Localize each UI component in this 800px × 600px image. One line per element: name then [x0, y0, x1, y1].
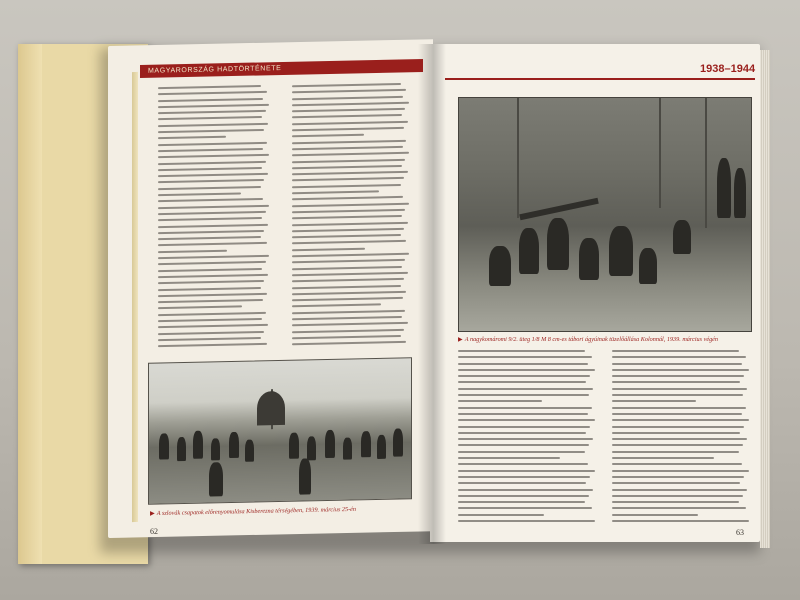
text-line — [292, 171, 408, 175]
text-line — [158, 306, 242, 310]
text-line — [292, 177, 404, 181]
text-line — [158, 255, 269, 259]
right-photo-caption-text: A nagykomáromi 9/2. üteg 1/8 M 8 cm-es tábori ágyúinak tüzelőállása Kolonnál, 1939. március végén — [464, 336, 719, 343]
text-line — [612, 489, 747, 491]
text-line — [458, 489, 593, 491]
left-page-number: 62 — [150, 527, 158, 536]
text-line — [292, 146, 403, 150]
text-line — [292, 89, 406, 93]
text-line — [292, 284, 401, 288]
text-line — [292, 184, 401, 188]
text-line — [158, 91, 267, 95]
soldier-figure — [325, 430, 335, 458]
text-line — [158, 154, 269, 158]
right-photo — [458, 97, 752, 332]
text-line — [158, 104, 269, 108]
text-line — [158, 274, 268, 278]
text-line — [612, 419, 749, 421]
text-line — [292, 196, 403, 200]
text-line — [292, 114, 402, 118]
text-line — [292, 304, 381, 308]
text-line — [458, 507, 592, 509]
text-line — [158, 211, 266, 215]
text-line — [292, 253, 409, 257]
text-line — [158, 312, 266, 316]
soldier-figure — [734, 168, 746, 218]
soldier-figure — [609, 226, 633, 276]
text-line — [612, 507, 746, 509]
text-line — [612, 451, 739, 453]
text-line — [612, 413, 742, 415]
text-line — [612, 470, 749, 472]
text-line — [458, 501, 585, 503]
text-line — [158, 299, 263, 303]
text-line — [158, 230, 264, 234]
text-line — [612, 432, 740, 434]
text-line — [612, 457, 714, 459]
right-text-column-1 — [458, 350, 596, 526]
soldier-figure — [307, 436, 316, 460]
soldier-figure — [289, 433, 299, 459]
text-line — [458, 363, 588, 365]
text-line — [612, 426, 744, 428]
left-text-column-1 — [158, 85, 270, 352]
text-line — [458, 444, 589, 446]
text-line — [158, 242, 267, 246]
text-line — [612, 369, 749, 371]
text-line — [292, 96, 403, 100]
text-line — [158, 249, 227, 252]
text-line — [158, 280, 264, 284]
soldier-figure — [343, 437, 352, 459]
text-line — [458, 432, 586, 434]
text-line — [158, 142, 267, 146]
text-line — [158, 192, 241, 196]
text-line — [612, 482, 740, 484]
text-line — [612, 407, 746, 409]
text-line — [458, 356, 592, 358]
text-line — [158, 287, 261, 291]
text-line — [158, 116, 262, 120]
soldier-figure — [177, 437, 186, 461]
text-line — [158, 268, 262, 272]
text-line — [612, 388, 747, 390]
right-page-stack — [760, 50, 770, 548]
text-line — [612, 381, 740, 383]
text-line — [158, 186, 261, 190]
text-line — [292, 140, 406, 144]
text-line — [158, 148, 263, 152]
text-line — [612, 463, 742, 465]
text-line — [158, 236, 261, 240]
text-line — [292, 259, 405, 263]
text-line — [292, 266, 402, 270]
soldier-figure — [245, 440, 254, 462]
left-running-head: MAGYARORSZÁG HADTÖRTÉNETE — [140, 59, 423, 78]
text-line — [292, 341, 406, 345]
text-line — [292, 234, 401, 238]
text-line — [158, 98, 263, 102]
text-line — [158, 324, 268, 328]
soldier-figure — [211, 438, 220, 460]
text-line — [458, 413, 588, 415]
text-line — [458, 369, 595, 371]
text-line — [158, 179, 264, 183]
text-line — [292, 127, 404, 131]
text-line — [458, 394, 589, 396]
tree-3 — [705, 98, 707, 228]
text-line — [158, 110, 266, 114]
soldier-figure — [717, 158, 731, 218]
text-line — [612, 520, 749, 522]
tree-2 — [659, 98, 661, 208]
text-line — [292, 121, 408, 125]
soldier-figure — [489, 246, 511, 286]
text-line — [612, 375, 744, 377]
soldier-figure — [519, 228, 539, 274]
caption-arrow-icon: ▶ — [150, 510, 155, 518]
text-line — [292, 291, 406, 295]
text-line — [292, 209, 405, 213]
text-line — [458, 514, 544, 516]
text-line — [292, 202, 409, 206]
book-gutter — [418, 44, 446, 544]
soldier-figure — [193, 431, 203, 459]
left-text-column-2 — [292, 83, 410, 350]
right-header-rule — [445, 78, 755, 80]
text-line — [292, 272, 408, 276]
text-line — [612, 495, 743, 497]
text-line — [612, 438, 747, 440]
text-line — [292, 322, 408, 326]
text-line — [158, 343, 267, 347]
soldier-figure — [361, 431, 371, 457]
underlying-book-edge — [18, 44, 42, 564]
text-line — [292, 278, 404, 282]
tree-1 — [517, 98, 519, 218]
soldier-figure — [159, 433, 169, 459]
text-line — [612, 356, 746, 358]
soldier-figure — [547, 218, 569, 270]
soldier-figure — [377, 435, 386, 459]
soldier-figure — [639, 248, 657, 284]
soldier-figure — [229, 432, 239, 458]
text-line — [158, 217, 262, 221]
text-line — [458, 419, 595, 421]
text-line — [458, 482, 586, 484]
soldier-figure — [299, 458, 311, 494]
text-line — [612, 400, 696, 402]
left-page-margin — [132, 72, 138, 522]
text-line — [612, 514, 698, 516]
left-photo — [148, 357, 412, 505]
text-line — [292, 158, 405, 162]
text-line — [292, 228, 404, 232]
text-line — [458, 375, 590, 377]
text-line — [458, 451, 585, 453]
text-line — [458, 381, 586, 383]
text-line — [292, 190, 379, 194]
soldier-figure — [393, 428, 403, 456]
text-line — [458, 388, 593, 390]
caption-arrow-icon: ▶ — [458, 336, 463, 343]
text-line — [292, 165, 402, 169]
text-line — [292, 316, 402, 320]
text-line — [292, 310, 405, 314]
text-line — [612, 444, 743, 446]
text-line — [292, 102, 409, 106]
text-line — [292, 240, 406, 244]
text-line — [612, 501, 739, 503]
text-line — [158, 223, 268, 227]
text-line — [458, 495, 589, 497]
tent-shape — [257, 391, 285, 426]
text-line — [158, 331, 264, 335]
left-photo-caption-text: A szlovák csapatok előrenyomulása Kisberezna térségében, 1939. március 25-én — [156, 505, 356, 518]
text-line — [458, 520, 595, 522]
soldier-figure — [673, 220, 691, 254]
text-line — [458, 350, 585, 352]
text-line — [158, 123, 268, 127]
text-line — [292, 247, 365, 251]
text-line — [458, 463, 588, 465]
text-line — [158, 337, 261, 341]
text-line — [158, 167, 262, 171]
text-line — [158, 160, 266, 164]
text-line — [158, 136, 226, 139]
text-line — [292, 134, 364, 138]
cannon-barrel — [519, 198, 598, 221]
text-line — [158, 129, 264, 133]
text-line — [158, 173, 268, 177]
text-line — [292, 215, 402, 219]
soldier-figure — [579, 238, 599, 280]
right-photo-caption — [458, 336, 718, 344]
text-line — [292, 335, 401, 339]
text-line — [158, 293, 267, 297]
text-line — [458, 407, 592, 409]
text-line — [458, 426, 590, 428]
text-line — [292, 328, 404, 332]
right-running-head: 1938–1944 — [700, 63, 756, 75]
text-line — [158, 318, 262, 322]
text-line — [158, 261, 266, 265]
text-line — [612, 350, 739, 352]
text-line — [458, 476, 590, 478]
text-line — [458, 438, 593, 440]
right-page-number: 63 — [736, 528, 744, 537]
right-text-column-2 — [612, 350, 750, 526]
text-line — [292, 108, 405, 112]
text-line — [292, 152, 409, 156]
text-line — [158, 204, 269, 208]
text-line — [612, 476, 744, 478]
text-line — [158, 198, 263, 202]
text-line — [612, 363, 742, 365]
text-line — [612, 394, 743, 396]
text-line — [292, 221, 408, 225]
soldier-figure — [209, 462, 223, 496]
text-line — [458, 400, 542, 402]
text-line — [458, 470, 595, 472]
text-line — [292, 297, 403, 301]
text-line — [458, 457, 560, 459]
